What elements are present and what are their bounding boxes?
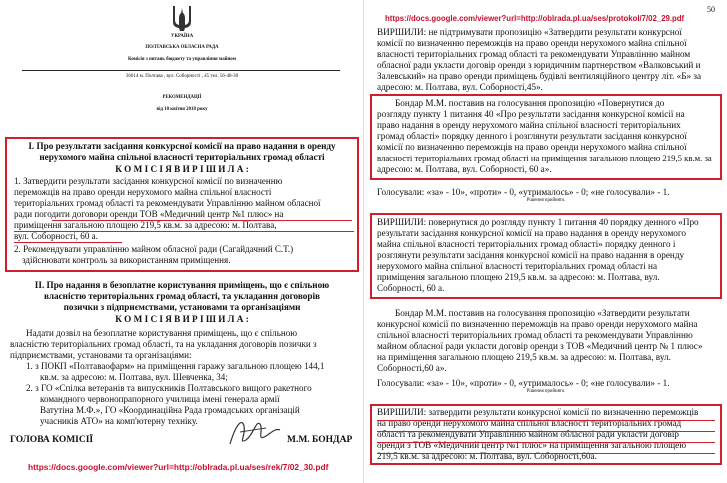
protocol-line: власності територіальних громад області та рекомендувати Управлінню майном [377,49,691,59]
section2-body-line: власністю територіальних громад області, та на укладання договорів позички з [10,339,317,349]
section2-body-line: Ватутіна М.Ф.», ГО «Координаційна Рада громадських організацій [40,405,300,415]
protocol-line: розгляду пункту 1 питання 40 «Про результати засідання конкурсної комісії на [377,109,685,119]
trident-coat-of-arms-icon [171,4,193,32]
highlight-underline [52,220,352,221]
left-source-link[interactable]: https://docs.google.com/viewer?url=http://oblrada.pl.ua/ses/rek/7/02_30.pdf [28,462,329,472]
protocol-line: громад області» порядку денного і розглянути результати засідання конкурсної [377,131,687,141]
protocol-line: адресою: м. Полтава, вул. Соборності,45». [377,82,543,92]
commission-heading: Комісія з питань бюджету та управління майном [128,57,236,62]
section2-heading-line: ІІ. Про надання в безоплатне користування приміщень, що є спільною [34,280,330,290]
header-divider [22,70,340,71]
protocol-line: на приміщення загальною площею 219,5 кв.м. за адресою: м. Полтава, вул. [377,352,671,362]
protocol-line: нерухомого майна спільної власності територіальних громад області на [377,261,658,271]
vote-result: Голосували: «за» - 10», «проти» - 0, «утрималось» - 0; «не голосували» - 1. [377,378,670,388]
section1-heading-line1: І. Про результати засідання конкурсної комісії на право надання в оренду [28,141,336,151]
protocol-line: обласної ради укласти договір оренди з юридичним партнерством «Валковський и [377,60,701,70]
section1-heading-line2: нерухомого майна спільної власності територіальних громад області [39,152,325,162]
section1-p1-line: приміщення загальною площею 219,5 кв.м. за адресою: м. Полтава, [14,220,277,230]
protocol-line: ВИРШИЛИ: не підтримувати пропозицію «Затвердити результати конкурсної [377,27,682,37]
protocol-line: на право оренди нерухомого майна спільної власності територіальних громад [377,418,682,428]
protocol-line: майном обласної ради укласти договір оренди з ТОВ «Медичний центр № 1 плюс» [377,341,703,351]
section2-body-line: 1. з ПОКП «Полтаваофарм» на приміщення гаражу загальною площею 144,1 [26,361,325,371]
section2-body-line: підприємствами, установами та організаціями: [10,350,192,360]
protocol-line: області та рекомендувати Управлінню майном обласної ради укласти договір [377,429,680,439]
protocol-line: результати засідання конкурсної комісії на право надання в оренду нерухомого [377,228,686,238]
protocol-line: майна спільної власності територіальних громад області» порядку денного і [377,239,676,249]
document-title: РЕКОМЕНДАЦІЇ [162,95,202,100]
protocol-line: розглянути результати засідання конкурсної комісії на право надання в оренду [377,250,685,260]
protocol-line: адресою: м. Полтава, вул. Соборності, 60 а». [377,164,552,174]
section1-decided: К О М І С І Я В И Р І Ш И Л А : [115,164,249,174]
section2-body-line: 2. з ГО «Спілка ветеранів та випускників Полтавського вищого ракетного [26,383,312,393]
right-source-link[interactable]: https://docs.google.com/viewer?url=http://oblrada.pl.ua/ses/protokol/7/02_29.pdf [385,14,685,23]
protocol-line: Соборності,60 а». [377,363,447,373]
protocol-line: комісії по визначенню переможців на право оренди нерухомого майна спільної [377,38,687,48]
section2-body-line: учасників АТО» на комп'ютерну техніку. [40,416,198,426]
section1-p2-line: здійснювати контроль за використанням приміщення. [22,255,231,265]
section1-p1-line: вул. Соборності, 60 а. [14,231,98,241]
protocol-line: власності територіальних громад області на приміщення загальною площею 219,5 кв.м. за [377,153,712,163]
document-date: від 10 квітня 2018 року [156,107,208,112]
protocol-line: спільної власності територіальних громад області та рекомендувати Управлінню [377,330,693,340]
protocol-line: Залевський» на право оренди приміщень будівлі вентиляційного центру літ. «Б» за [377,71,702,81]
highlight-underline [14,242,122,243]
highlight-underline [14,231,354,232]
protocol-line: ВИРШИЛИ: повернутися до розгляду пункту 1 питання 40 порядку денного «Про [377,217,699,227]
protocol-line: ВИРШИЛИ: затвердити результати конкурсної комісії по визначенню переможців [377,407,699,417]
highlight-underline [377,431,715,432]
section1-p1-line: 1. Затвердити результати засідання конкурсної комісії по визначенню [14,176,283,186]
section2-body-line: кв.м. за адресою: м. Полтава, вул. Шевченка, 34; [40,372,228,382]
protocol-line: комісії по визначенню переможців на право оренди нерухомого майна спільної [377,142,687,152]
highlight-underline [377,420,715,421]
protocol-line: право надання в оренду нерухомого майна спільної власності територіальних [377,120,681,130]
council-heading: ПОЛТАВСЬКА ОБЛАСНА РАДА [145,45,219,50]
handwritten-signature [226,414,284,450]
protocol-line: оренди з ТОВ «Медичний центр №1 плюс» на приміщення загальною площею [377,440,687,450]
signature-name: М.М. БОНДАР [287,435,353,445]
section2-heading-line: позички з підприємствами, установами та організаціями [63,302,301,312]
section1-p2-line: 2. Рекомендувати управлінню майном обласної ради (Сагайдачний С.Т.) [14,244,294,254]
country-heading: УКРАЇНА [170,34,194,39]
decision-accepted: Рішення прийнято. [526,389,566,394]
section2-body-line: Надати дозвіл на безоплатне користування приміщень, що є спільною [26,328,298,338]
protocol-line: Соборності, 60 а. [377,283,445,293]
highlight-underline [377,453,715,454]
vote-result: Голосували: «за» - 10», «проти» - 0, «утрималось» - 0; «не голосували» - 1. [377,187,670,197]
right-document-page [365,0,727,483]
section2-decided: К О М І С І Я В И Р І Ш И Л А : [115,314,249,324]
header-address: 36014 м. Полтава , вул. Соборності , 45 тел. 56-48-30 [125,74,239,79]
protocol-line: Бондар М.М. поставив на голосування пропозицію «Повернутися до [395,98,665,108]
protocol-line: 219,5 кв.м. за адресою: м. Полтава, вул. Соборності,60а. [377,451,597,461]
section2-heading-line: власністю територіальних громад області, та укладання договорів [43,291,321,301]
protocol-line: конкурсної комісії по визначенню переможців на право оренди нерухомого майна [377,319,698,329]
protocol-line: Бондар М.М. поставив на голосування пропозицію «Затвердити результати [395,308,690,318]
protocol-line: приміщення загальною площею 219,5 кв.м. за адресою: м. Полтава, вул. [377,272,660,282]
highlight-underline [377,442,715,443]
section1-p1-line: територіальних громад області та рекомендувати Управлінню майном обласної [14,198,321,208]
page-number: 50 [707,5,715,14]
section1-p1-line: ради погодити договори оренди ТОВ «Медичний центр №1 плюс» на [14,209,284,219]
section1-p1-line: переможців на право оренди нерухомого майна спільної власності [14,187,272,197]
section2-body-line: командного червонопрапорного училища імені генерала армії [40,394,280,404]
signature-role: ГОЛОВА КОМІСІЇ [10,435,94,445]
decision-accepted: Рішення прийнято. [526,198,566,203]
